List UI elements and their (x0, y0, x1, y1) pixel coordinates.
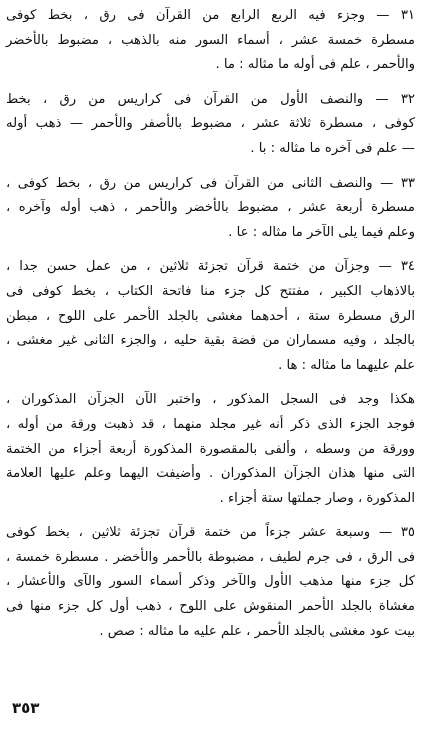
text-line: بيت عود مغشى بالجلد الأحمر ، علم عليه ما مثاله : صص . (99, 623, 415, 639)
text-line: وعلم فيما يلى الآخر ما مثاله : عا . (228, 224, 415, 240)
entry-31 (6, 4, 415, 78)
text-line: كوفى ، مسطرة ثلاثة عشر ، مضبوط بالأصفر والأحمر — ذهب أوله (6, 116, 415, 132)
text-line: هكذا وجد فى السجل المذكور ، واختبر الآن الجزآن المذكوران ، (6, 392, 415, 408)
text-line: — علم فى آخره ما مثاله : با . (250, 140, 415, 156)
text-line: مسطرة خمسة عشر ، أسماء السور منه بالذهب ، مضبوط بالأخضر (6, 32, 415, 48)
entry-34 (6, 255, 415, 378)
text-line: علم عليهما ما مثاله : ها . (278, 357, 415, 373)
text-line: والأحمر ، علم فى أوله ما مثاله : ما . (215, 57, 415, 73)
text-line: ٣٢ — والنصف الأول من القرآن فى كراريس من رق ، بخط (6, 91, 415, 107)
text-line: التى منها هذان الجزآن المذكوران . وأضيفت اليهما وعلم عليها العلامة (6, 466, 415, 482)
text-line: مسطرة أربعة عشر ، مضبوط بالأخضر والأحمر ، ذهب أوله وآخره ، (6, 200, 415, 216)
note-paragraph (6, 388, 415, 511)
text-line: بالاذهاب الكبير ، مفتتح كل جزء منا فاتحة الكتاب ، بخط كوفى فى (6, 283, 415, 299)
text-line: المذكورة ، وصار جملتها ستة أجزاء . (219, 490, 415, 506)
divider (46, 166, 375, 167)
text-line: ٣١ — وجزء فيه الربع الرابع من القرآن فى رق ، بخط كوفى (6, 8, 415, 23)
divider (46, 82, 375, 83)
text-line: كل جزء منها مذهب الأول والآخر وذكر أسماء السور والآى والأعشار ، (6, 574, 415, 590)
text-line: بالجلد ، وفيه مسماران من فضة بقية حليه ، والجزء الثانى غير مغشى ، (6, 333, 415, 349)
text-line: وورقة من وسطه ، وألفى بالمقصورة المذكورة أربعة أجزاء من الختمة (6, 441, 415, 457)
text-line: ٣٣ — والنصف الثانى من القرآن فى كراريس من رق ، بخط كوفى ، (6, 175, 415, 191)
text-line: فى الرق ، فى جرم لطيف ، مضبوطة بالأحمر والأخضر . مسطرة خمسة ، (6, 549, 415, 565)
divider (46, 382, 375, 383)
entry-32 (6, 88, 415, 162)
entry-35 (6, 521, 415, 644)
page-number: ٣٥٣ (12, 699, 40, 717)
text-line: ٣٤ — وجزآن من ختمة قرآن تجزئة ثلاثين ، من عمل حسن جدا ، (6, 259, 415, 275)
divider (46, 249, 375, 250)
text-line: ٣٥ — وسبعة عشر جزءاً من ختمة قرآن تجزئة ثلاثين ، بخط كوفى (6, 525, 415, 541)
entry-33 (6, 172, 415, 246)
text-line: فوجد الجزء الذى ذكر أنه غير مجلد منهما ، قد ذهبت ورقة من أوله ، (6, 416, 415, 432)
text-line: الرق مسطرة ستة ، أحدهما مغشى بالجلد الأحمر على اللوح ، مبطن (6, 308, 415, 324)
text-line: مغشاة بالجلد الأحمر المنقوش على اللوح ، ذهب أول كل جزء منها فى (6, 599, 415, 615)
divider (46, 515, 375, 516)
